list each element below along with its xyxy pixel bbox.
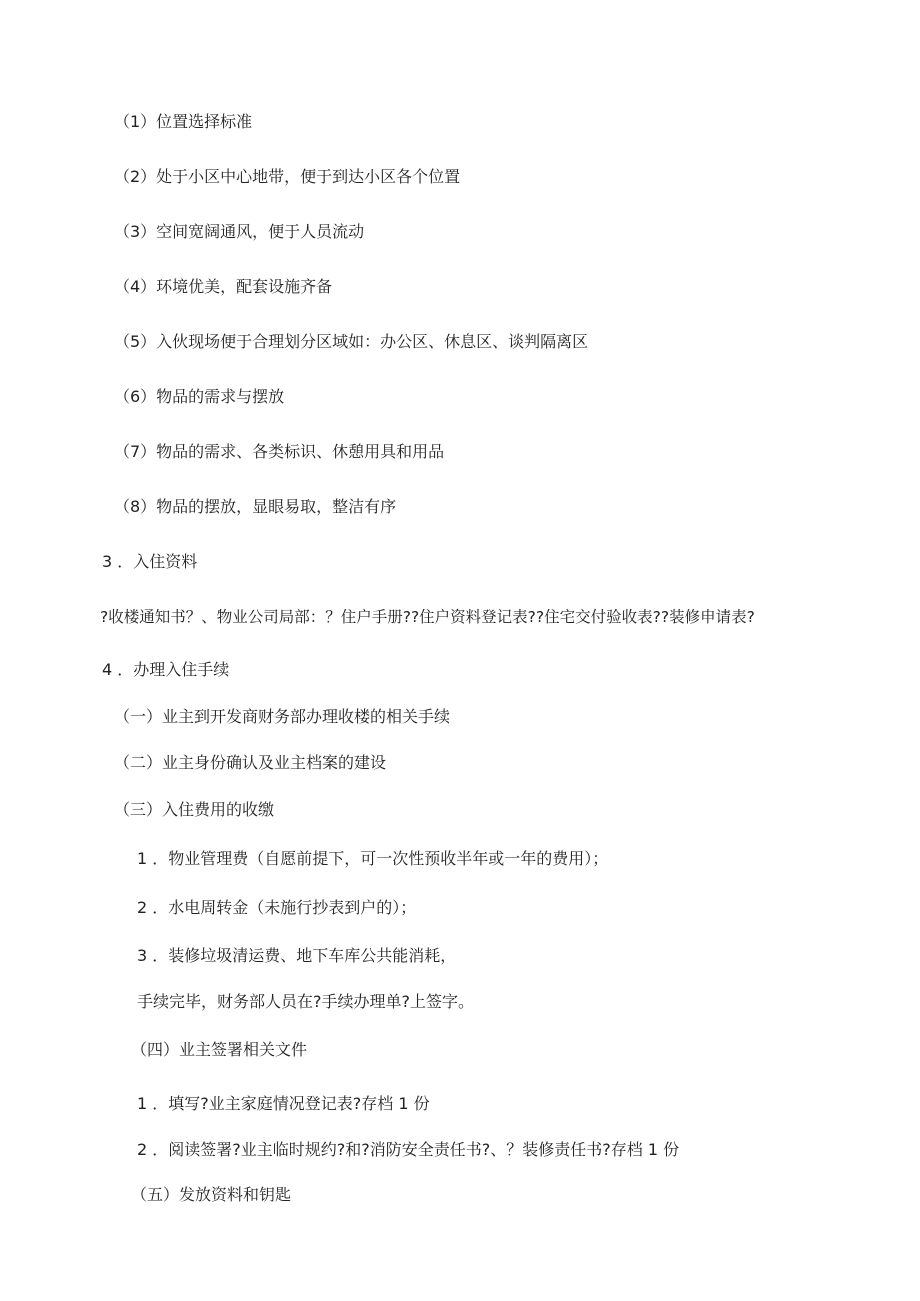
list-item: （6）物品的需求与摆放: [114, 387, 285, 406]
list-item: （4）环境优美，配套设施齐备: [114, 277, 333, 296]
list-item: （2）处于小区中心地带，便于到达小区各个位置: [114, 167, 461, 186]
step-item: （四）业主签署相关文件: [131, 1040, 308, 1059]
section-body: ?收楼通知书？、物业公司局部：？住户手册??住户资料登记表??住宅交付验收表??装修申请表?: [100, 608, 755, 626]
list-item: （8）物品的摆放，显眼易取，整洁有序: [114, 497, 397, 516]
fee-item: 3 ．装修垃圾清运费、地下车库公共能消耗，: [137, 946, 457, 965]
doc-item: 2 ．阅读签署?业主临时规约?和?消防安全责任书?、？装修责任书?存档 1 份: [137, 1140, 680, 1159]
doc-item: 1 ．填写?业主家庭情况登记表?存档 1 份: [137, 1094, 430, 1113]
section-heading: 3 ．入住资料: [102, 552, 198, 571]
list-item: （7）物品的需求、各类标识、休憩用具和用品: [114, 442, 445, 461]
list-item: （3）空间宽阔通风，便于人员流动: [114, 222, 365, 241]
step-item: （一）业主到开发商财务部办理收楼的相关手续: [114, 707, 451, 726]
step-item: （二）业主身份确认及业主档案的建设: [114, 753, 387, 772]
section-heading: 4 ．办理入住手续: [102, 660, 230, 679]
step-item: （三）入住费用的收缴: [114, 800, 275, 819]
list-item: （5）入伙现场便于合理划分区域如：办公区、休息区、谈判隔离区: [114, 332, 589, 351]
list-item: （1）位置选择标准: [114, 112, 253, 131]
fee-item: 1 ．物业管理费（自愿前提下，可一次性预收半年或一年的费用）；: [137, 849, 609, 868]
fee-item: 2 ．水电周转金（未施行抄表到户的）；: [137, 898, 417, 917]
step-item: （五）发放资料和钥匙: [131, 1185, 292, 1204]
fee-note: 手续完毕，财务部人员在?手续办理单?上签字。: [137, 992, 474, 1011]
